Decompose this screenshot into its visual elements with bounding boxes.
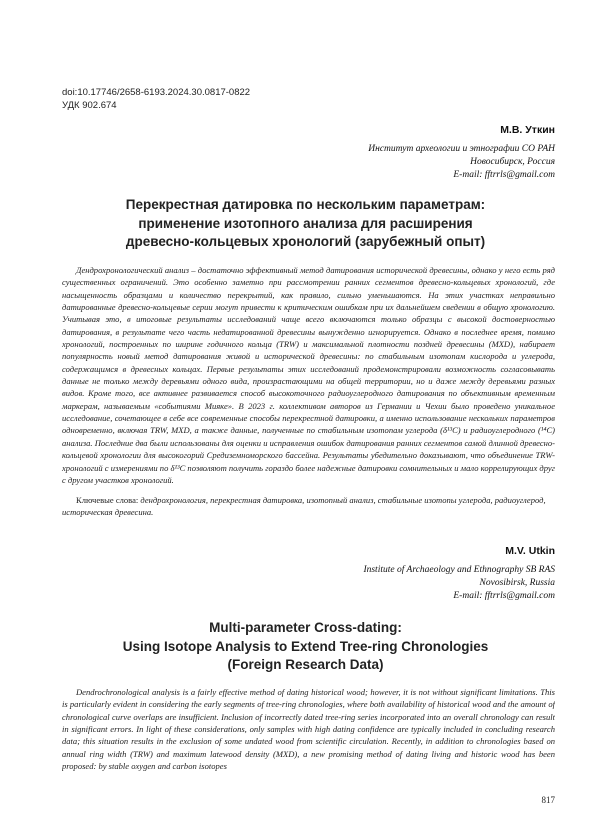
en-city: Novosibirsk, Russia (479, 578, 555, 588)
ru-email: E-mail: fftrrls@gmail.com (453, 170, 555, 180)
article-meta (62, 86, 250, 112)
ru-title-line-3: древесно-кольцевых хронологий (зарубежный опыт) (125, 234, 486, 249)
en-title-line-2: Using Isotope Analysis to Extend Tree-ring Chronologies (122, 638, 489, 654)
en-abstract: Dendrochronological analysis is a fairly effective method of dating historical wood; however, it is not without significant limitations. This is particularly evident in considering the early segments of tree-ring chronologies, where both availability of historical wood and the amount of chronological curve overlaps are insufficient. Inclusion of incorrectly dated tree-ring series incorporated into an overall chronology can result in significant errors. In light of these considerations, only samples with high dating confidence are typically included in concluding research data; this situation results in the exclusion of some undated wood from scientific circulation. Recently, in addition to chronologies based on annual ring width (TRW) and maximum latewood density (MXD), a new promising method of dating living and historic wood has been proposed: by stable oxygen and carbon isotopes (62, 687, 555, 772)
ru-keywords (62, 494, 555, 519)
ru-keywords-label: Ключевые слова: (76, 495, 139, 505)
udk-line: УДК 902.674 (62, 100, 117, 111)
en-institute: Institute of Archaeology and Ethnography SB RAS (363, 565, 555, 575)
ru-city: Новосибирск, Россия (470, 157, 555, 167)
page-number: 817 (541, 795, 555, 805)
ru-title (40, 196, 571, 252)
ru-title-line-1: Перекрестная датировка по нескольким параметрам: (125, 197, 486, 212)
en-email: E-mail: fftrrls@gmail.com (453, 591, 555, 601)
ru-title-line-2: применение изотопного анализа для расширения (138, 215, 473, 231)
ru-keywords-text: дендрохронология, перекрестная датировка, изотопный анализ, стабильные изотопы углерода, радиоуглерод, историческая древесина. (62, 495, 546, 518)
en-author-block (363, 544, 555, 603)
en-title-line-1: Multi-parameter Cross-dating: (209, 620, 402, 635)
en-author-name: M.V. Utkin (505, 545, 555, 557)
ru-author-block (368, 123, 555, 182)
ru-institute: Институт археологии и этнографии СО РАН (368, 144, 555, 154)
en-title-line-3: (Foreign Research Data) (227, 657, 384, 672)
ru-author-name: М.В. Уткин (500, 124, 555, 136)
en-title (40, 619, 571, 675)
doi-line: doi:10.17746/2658-6193.2024.30.0817-0822 (62, 87, 251, 98)
ru-abstract: Дендрохронологический анализ – достаточно эффективный метод датирования исторической древесины, однако у него есть ряд существенных ограничений. Это особенно заметно при рассмотрении ранних сегментов древесно-кольцевых хронологий, где насыщенность образцами и количество перекрытий, как правило, сильно уменьшаются. На этих участках неправильно датированные древесно-кольцевые серии могут привести к критическим ошибкам при их дальнейшем сведении в общую хронологию. Учитывая это, в итоговые результаты исследований чаще всего включаются только образцы с высокой достоверностью датирования, в результате чего часть недатированной древесины вынужденно игнорируется. Однако в последнее время, помимо хронологий, построенных по ширине годичного кольца (TRW) и максимальной плотности поздней древесины (MXD), набирает популярность новый метод датирования живой и исторической древесины: по стабильным изотопам кислорода и углерода, содержащимся в древесных кольцах. Первые результаты этих исследований продемонстрировали возможность согласовывать данные не только между деревьями одного вида, произрастающими на общей территории, но и даже между деревьями разных видов. Кроме того, все активнее развивается способ высокоточного радиоуглеродного датирования по объективным временным маркерам, называемым «событиями Мияке». В 2023 г. коллективом авторов из Германии и Чехии было проведено уникальное исследование, сочетающее в себе все современные способы перекрестной датировки, а именно использование нескольких параметров одновременно, включая TRW, MXD, а также данные, полученные по стабильным изотопам углерода (δ¹³C) и радиоуглеродного (¹⁴C) анализа. Последние два были использованы для оценки и исправления ошибок датирования ранних сегментов самой длинной древесно-кольцевой хронологии для высокогорий Средиземноморского бассейна. Результаты убедительно доказывают, что объединение TRW-хронологий с измерениями по δ¹³C позволяют получить гораздо более надежные датировки сомнительных и мало коррелирующих друг с другом участков хронологий. (62, 265, 555, 485)
